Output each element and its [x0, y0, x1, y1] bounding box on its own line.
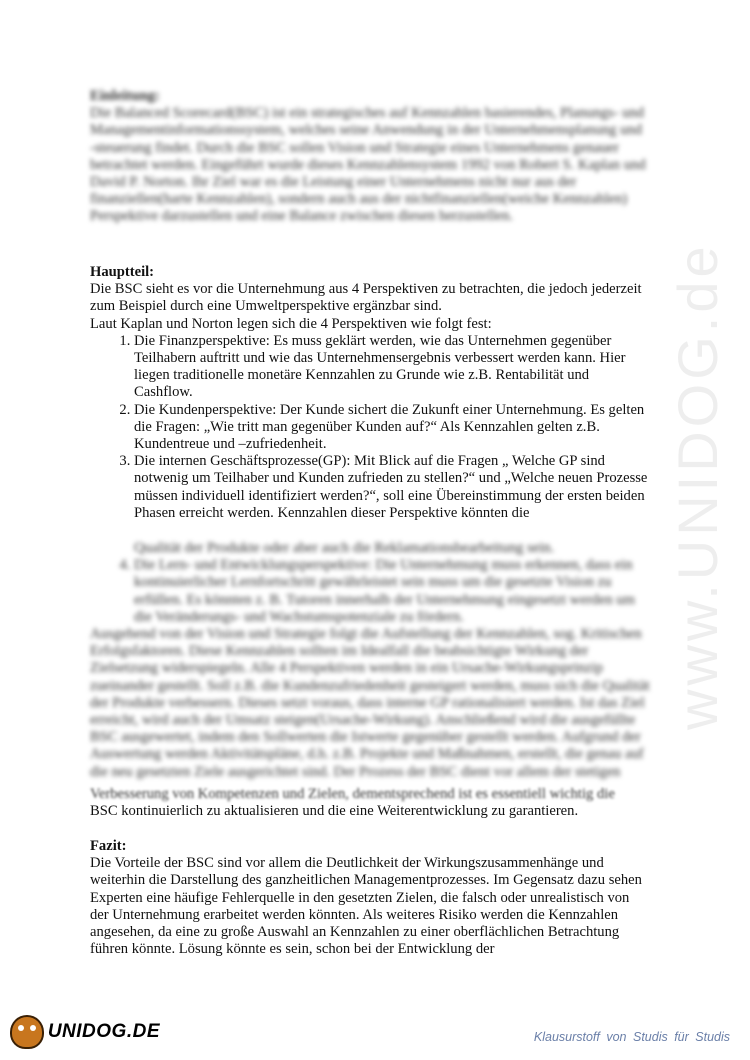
fazit-body: Die Vorteile der BSC sind vor allem die Deutlichkeit der Wirkungszusammenhänge und weiterhin die Darstellung des ganzheitlichen Managementprozesses. Im Gegensatz dazu sehen Experten eine häufige Fehlerquelle in den gesetzten Zielen, die falsch oder unrealistisch von der Unternehmung erarbeitet werden könnten. Als weiteres Risiko werden die Kennzahlen angesehen, da eine zu große Auswahl an Kennzahlen zu einer oberflächlichen Betrachtung führen könnte. Lösung könnte es sein, schon bei der Entwicklung der: [90, 855, 642, 958]
perspectives-list-cont: [90, 557, 650, 626]
watermark: www.UNIDOG.de: [666, 242, 729, 730]
footer-tagline: Klausurstoff von Studis für Studis: [533, 1030, 730, 1044]
main-end-section: [90, 786, 650, 820]
list-item: 2. Die Kundenperspektive: Der Kunde sichert die Zukunft einer Unternehmung. Es gelten die Fragen: „Wie tritt man gegenüber Kunden auf?“ Als Kennzahlen gelten z.B. Kundentreue und –zufriedenheit.: [134, 402, 650, 454]
unidog-logo: [10, 1014, 160, 1050]
list-item-3-tail: Qualität der Produkte oder aber auch die Reklamationsbearbeitung sein.: [134, 540, 555, 556]
main-heading: Hauptteil:: [90, 264, 155, 280]
fazit-section: [90, 838, 650, 958]
intro-heading: Einleitung:: [90, 88, 160, 104]
main-section: [90, 264, 650, 522]
dog-icon: [10, 1015, 44, 1049]
main-end: BSC kontinuierlich zu aktualisieren und die eine Weiterentwicklung zu garantieren.: [90, 803, 579, 820]
mid-body: Ausgehend von der Vision und Strategie folgt die Aufstellung der Kennzahlen, sog. Kritischen Erfolgsfaktoren. Diese Kennzahlen sollten im Idealfall die beabsichtigte Wirkung der Zielsetzung widerspiegeln. Alle 4 Perspektiven werden in ein Ursache-Wirkungsprinzip zueinander gestellt. Soll z.B. die Kundenzufriedenheit gesteigert werden, muss sich die Qualität der Produkte verbessern. Dieses setzt voraus, dass interne GP rationalisiert werden. Ist das Ziel erreicht, wird auch der Umsatz steigen(Ursache-Wirkung). Anschließend wird die ausgefüllte BSC ausgewertet, indem den Sollwerten die Istwerte gegenüber gestellt werden. Aufgrund der Auswertung werden Aktivitätspläne, d.h. z.B. Projekte und Maßnahmen, erstellt, die genau auf die neu gesetzten Ziele ausgerichtet sind. Der Prozess der BSC dient vor allem der stetigen: [90, 626, 650, 780]
blurred-middle-section: [90, 540, 650, 781]
logo-text: UNIDOG.DE: [47, 1021, 160, 1042]
intro-section: [90, 88, 650, 226]
list-item: 1. Die Finanzperspektive: Es muss geklärt werden, wie das Unternehmen gegenüber Teilhabern auftritt und wie das Unternehmensergebnis verbessert werden kann. Hier liegen traditionelle monetäre Kennzahlen zu Grunde wie z.B. Rentabilität und Cashflow.: [134, 333, 650, 402]
intro-body: Die Balanced Scorecard(BSC) ist ein strategisches auf Kennzahlen basierendes, Planungs- und Managementinformationssystem, welches seine Anwendung in der Unternehmensplanung und -steuerung findet. Durch die BSC sollen Vision und Strategie eines Unternehmens genauer betrachtet werden. Eingeführt wurde dieses Kennzahlensystem 1992 von Robert S. Kaplan und David P. Norton. Ihr Ziel war es die Leistung einer Unternehmens nicht nur aus der finanziellen(harte Kennzahlen), sondern auch aus der nichtfinanziellen(weiche Kennzahlen) Perspektive darzustellen und eine Balance zwischen diesen herzustellen.: [90, 105, 646, 225]
main-para-1: Die BSC sieht es vor die Unternehmung aus 4 Perspektiven zu betrachten, die jedoch jederzeit zum Beispiel durch eine Umweltperspektive ergänzbar sind.: [90, 281, 642, 315]
list-item: 4. Die Lern- und Entwicklungsperspektive: Die Unternehmung muss erkennen, dass ein kontinuierlicher Lernfortschritt gewährleistet sein muss um die gesetzte Vision zu erfüllen. Es könnten z. B. Tutoren innerhalb der Unternehmung eingesetzt werden um die Veränderungs- und Wachstumspotenziale zu fördern.: [134, 557, 650, 626]
list-item: 3. Die internen Geschäftsprozesse(GP): Mit Blick auf die Fragen „ Welche GP sind notwenig um Teilhaber und Kunden zufrieden zu stellen?“ und „Welche neuen Prozesse müssen individuell identifiziert werden?“, soll eine Übereinstimmung der ersten beiden Phasen erreicht werden. Kennzahlen dieser Perspektive könnten die: [134, 453, 650, 522]
fazit-heading: Fazit:: [90, 838, 127, 854]
perspectives-list: [90, 333, 650, 522]
main-para-2: Laut Kaplan und Norton legen sich die 4 Perspektiven wie folgt fest:: [90, 315, 492, 332]
main-end-partial: Verbesserung von Kompetenzen und Zielen, dementsprechend ist es essentiell wichtig die: [90, 786, 615, 802]
